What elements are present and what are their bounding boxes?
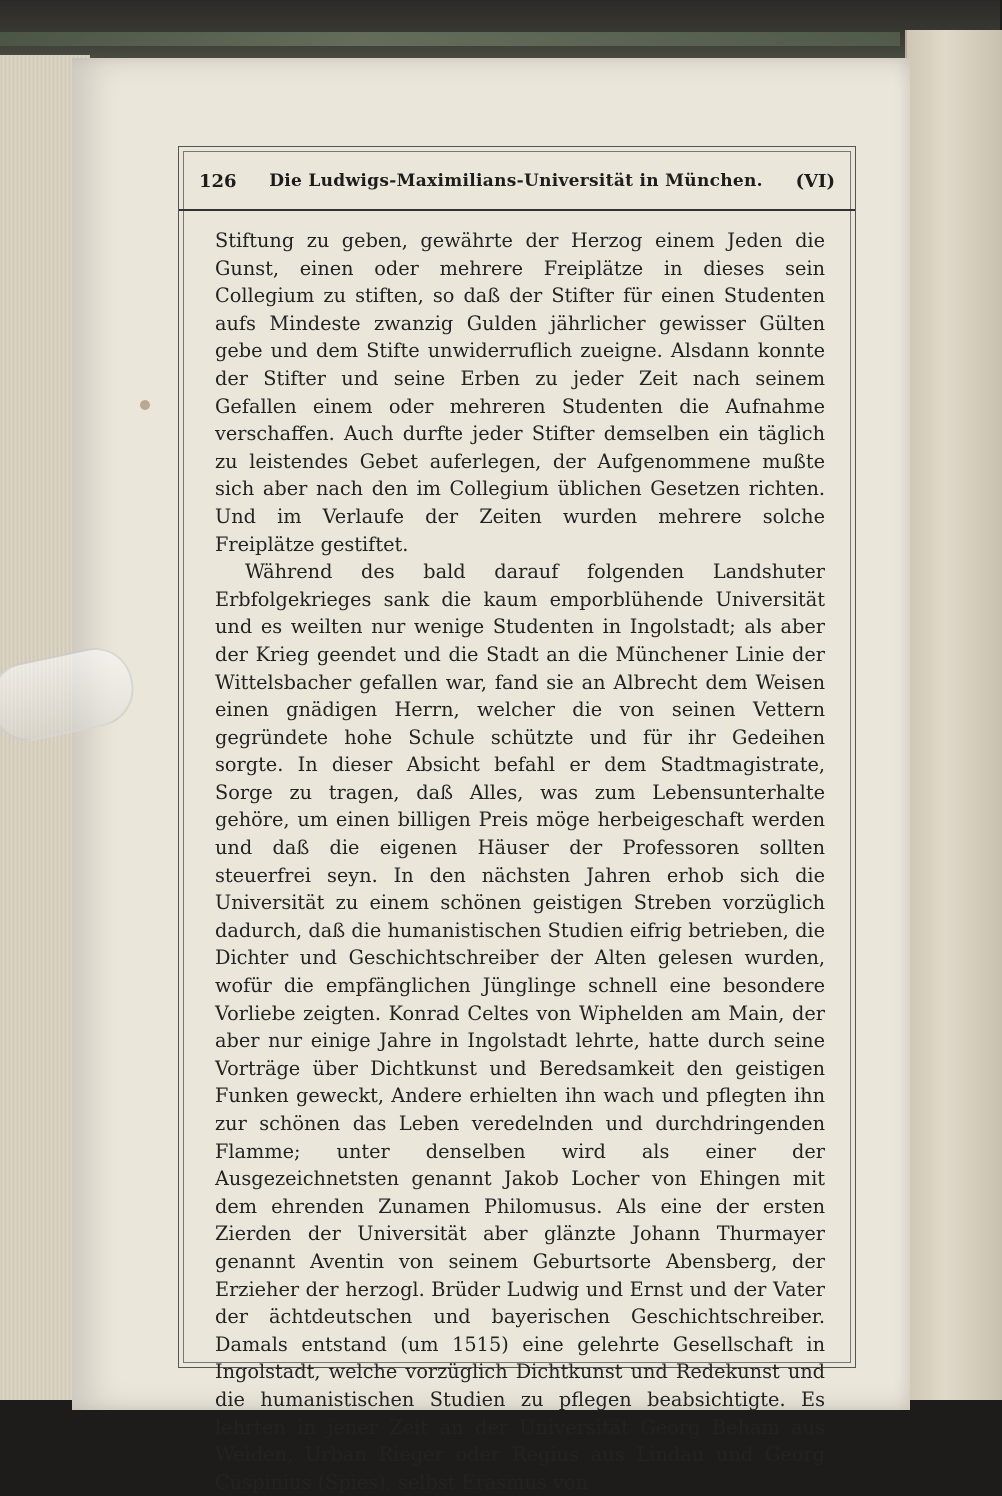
paper-stain — [140, 400, 150, 410]
section-number: (VI) — [795, 170, 835, 192]
running-title: Die Ludwigs-Maximilians-Universität in München. — [269, 171, 763, 191]
right-page-stack — [905, 30, 1002, 1400]
book-page — [72, 58, 910, 1494]
page-number: 126 — [199, 170, 237, 192]
book-cover-edge — [0, 32, 900, 46]
book-top-edge — [0, 0, 1000, 60]
paragraph-2: Während des bald darauf folgenden Landshuter Erbfolgekrieges sank die kaum emporblühende Universität und es weilten nur wenige Studenten in Ingolstadt; als aber der Krieg geendet und die Stadt an die Münchener Linie der Wittelsbacher gefallen war, fand sie an Albrecht dem Weisen einen gnädigen Herrn, welcher die von seinen Vettern gegründete hohe Schule schützte und für ihr Gedeihen sorgte. In dieser Absicht befahl er dem Stadtmagistrate, Sorge zu tragen, daß Alles, was zum Lebensunterhalte gehöre, um einen billigen Preis möge herbeigeschaft werden und daß die eigenen Häuser der Professoren sollten steuerfrei seyn. In den nächsten Jahren erhob sich die Universität zu einem schönen geistigen Streben vorzüglich dadurch, daß die humanistischen Studien eifrig betrieben, die Dichter und Geschichtschreiber der Alten gelesen wurden, wofür die empfänglichen Jünglinge schnell eine besondere Vorliebe zeigten. Konrad Celtes von Wiphelden am Main, der aber nur einige Jahre in Ingolstadt lehrte, hatte durch seine Vorträge über Dichtkunst und Beredsamkeit den geistigen Funken geweckt, Andere erhielten ihn wach und pflegten ihn zur schönen das Leben veredelnden und durchdringenden Flamme; unter denselben wird als einer der Ausgezeichnetsten genannt Jakob Locher von Ehingen mit dem ehrenden Zunamen Philomusus. Als eine der ersten Zierden der Universität aber glänzte Johann Thurmayer genannt Aventin von seinem Geburtsorte Abensberg, der Erzieher der herzogl. Brüder Ludwig und Ernst und der Vater der ächtdeutschen und bayerischen Geschichtschreiber. Damals entstand (um 1515) eine gelehrte Gesellschaft in Ingolstadt, welche vorzüglich Dichtkunst und Redekunst und die humanistischen Studien zu pflegen beabsichtigte. Es lehrten in jener Zeit an der Universität Georg Beham aus Weiden, Urban Rieger oder Regius aus Lindau und Georg Cuspinius (Spies), selbst Erasmus von — [215, 560, 825, 1494]
paragraph-1: Stiftung zu geben, gewährte der Herzog einem Jeden die Gunst, einen oder mehrere Freiplätze in dieses sein Collegium zu stiften, so daß der Stifter für einen Studenten aufs Mindeste zwanzig Gulden jährlicher gewisser Gülten gebe und dem Stifte unwiderruflich zueigne. Alsdann konnte der Stifter und seine Erben zu jeder Zeit nach seinem Gefallen einem oder mehreren Studenten die Aufnahme verschaffen. Auch durfte jeder Stifter demselben ein täglich zu leistendes Gebet auferlegen, der Aufgenommene mußte sich aber nach den im Collegium üblichen Gesetzen richten. Und im Verlaufe der Zeiten wurden mehrere solche Freiplätze gestiftet. — [215, 229, 825, 556]
body-text — [215, 227, 825, 1496]
page-frame — [178, 146, 856, 1494]
header-rule — [179, 209, 855, 211]
page-header — [179, 165, 855, 197]
